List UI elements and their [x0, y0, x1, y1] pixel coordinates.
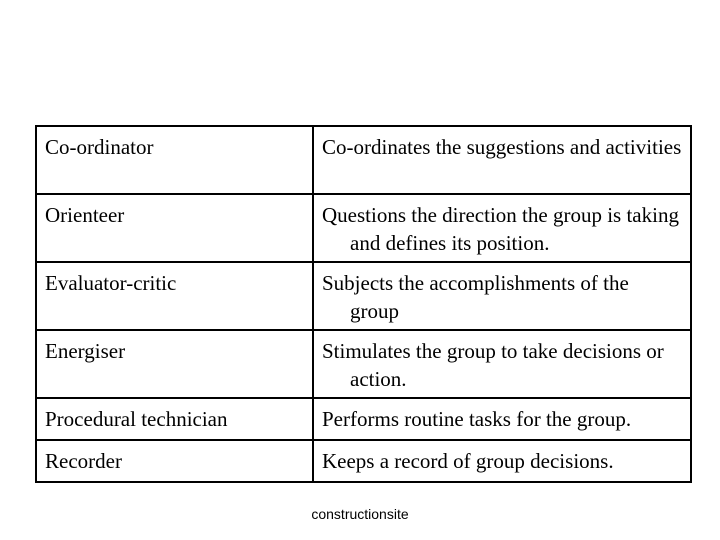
table-row: [36, 440, 691, 482]
role-name: Evaluator-critic: [36, 262, 313, 330]
table-row: [36, 398, 691, 440]
table-row: [36, 126, 691, 194]
table-row: [36, 262, 691, 330]
role-description: Subjects the accomplishments of the group: [313, 262, 691, 330]
footer-text: constructionsite: [311, 506, 409, 522]
role-description: Keeps a record of group decisions.: [313, 440, 691, 482]
role-description: Stimulates the group to take decisions or action.: [313, 330, 691, 398]
roles-table: [35, 125, 692, 483]
table-row: [36, 330, 691, 398]
table-row: [36, 194, 691, 262]
role-description: Co-ordinates the suggestions and activities: [313, 126, 691, 194]
role-name: Energiser: [36, 330, 313, 398]
role-name: Co-ordinator: [36, 126, 313, 194]
role-name: Recorder: [36, 440, 313, 482]
role-name: Procedural technician: [36, 398, 313, 440]
role-name: Orienteer: [36, 194, 313, 262]
role-description: Performs routine tasks for the group.: [313, 398, 691, 440]
role-description: Questions the direction the group is taking and defines its position.: [313, 194, 691, 262]
